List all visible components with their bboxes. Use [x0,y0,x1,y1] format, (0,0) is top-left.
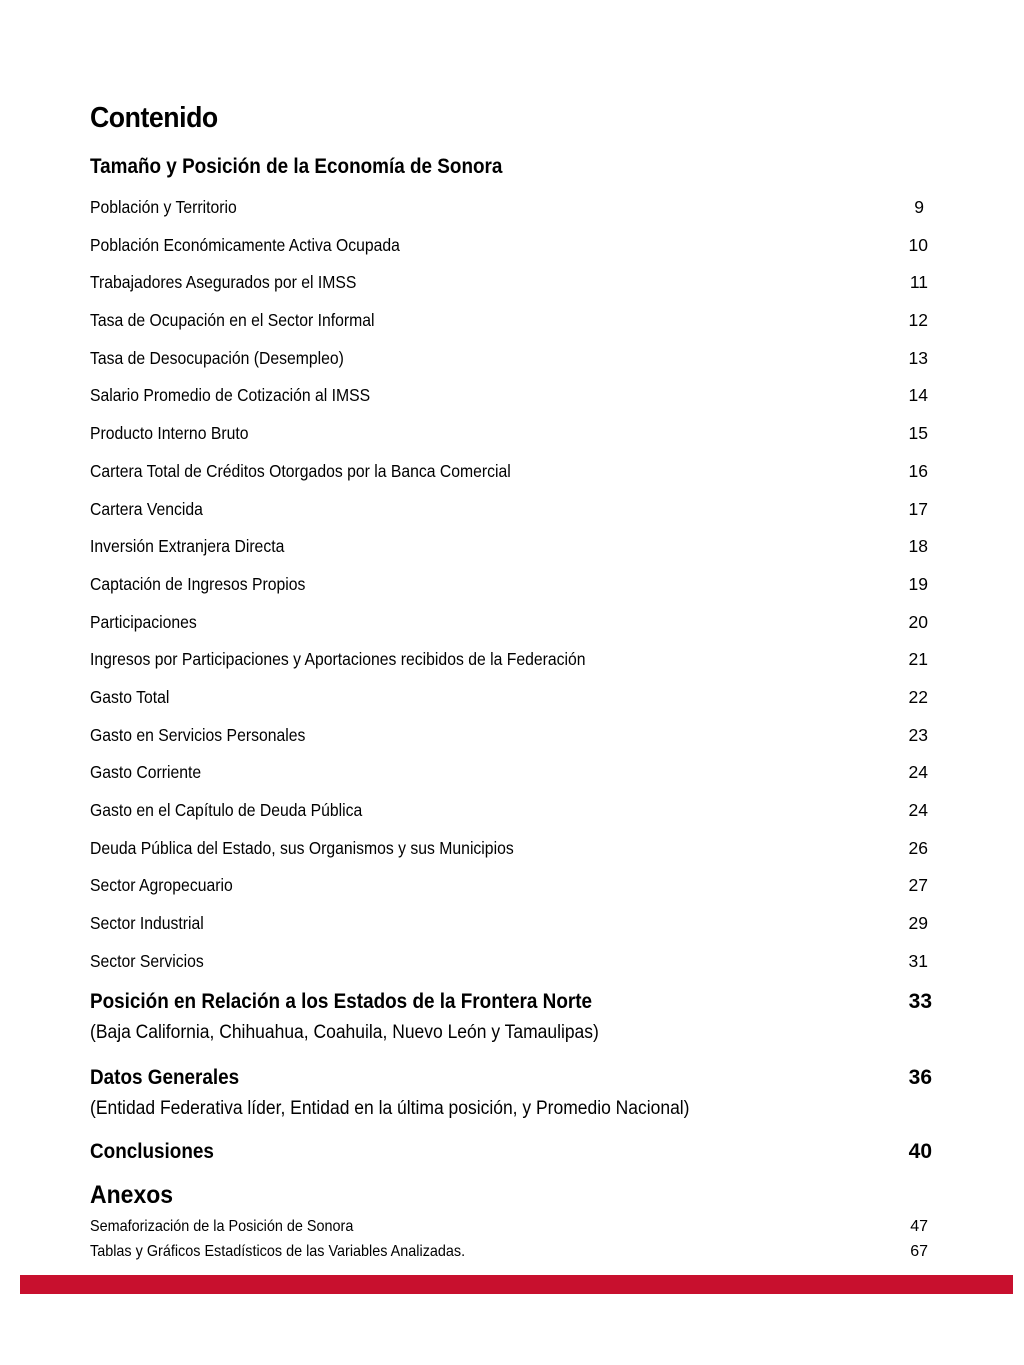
toc-entry[interactable] [90,415,930,453]
toc-entry[interactable] [90,264,930,302]
toc-entry-page: 14 [908,385,928,406]
toc-entry-page: 13 [908,347,928,368]
toc-entry-label: Gasto en Servicios Personales [90,724,306,745]
toc-entry-page: 19 [908,573,928,594]
toc-entry[interactable] [90,377,930,415]
toc-entry-page: 31 [908,950,928,971]
toc-entry-label: Gasto Total [90,686,170,707]
page-title: Contenido [90,102,218,134]
toc-entry[interactable] [90,754,930,792]
section-page-datos-generales: 36 [908,1066,932,1089]
toc-entry-page: 10 [908,234,928,255]
toc-entry-page: 22 [908,686,928,707]
toc-entry[interactable] [90,641,930,679]
annexes-heading: Anexos [90,1181,174,1209]
toc-entry[interactable] [90,491,930,529]
toc-entry-label: Inversión Extranjera Directa [90,536,285,557]
toc-entry-label: Ingresos por Participaciones y Aportaciones recibidos de la Federación [90,649,586,670]
toc-entry-label: Población Económicamente Activa Ocupada [90,234,400,255]
section-page-conclusiones: 40 [908,1140,932,1163]
toc-entry-page: 16 [908,460,928,481]
toc-entry[interactable] [90,302,930,340]
toc-entry-page: 24 [908,762,928,783]
toc-entry-page: 27 [908,875,928,896]
annex-entry-page: 47 [910,1218,928,1235]
section-subtitle-datos-generales: (Entidad Federativa líder, Entidad en la última posición, y Promedio Nacional) [90,1098,690,1119]
toc-entry-label: Producto Interno Bruto [90,423,249,444]
toc-entry-label: Tasa de Desocupación (Desempleo) [90,347,344,368]
toc-entry[interactable] [90,830,930,868]
toc-entry[interactable] [90,604,930,642]
toc-entry-label: Salario Promedio de Cotización al IMSS [90,385,371,406]
toc-entry[interactable] [90,792,930,830]
section-page-frontera-norte: 33 [908,990,932,1013]
toc-entry-label: Sector Agropecuario [90,875,233,896]
toc-entry-label: Tasa de Ocupación en el Sector Informal [90,310,375,331]
toc-entry-label: Deuda Pública del Estado, sus Organismos y sus Municipios [90,837,514,858]
toc-entry-label: Participaciones [90,611,197,632]
toc-entry-label: Cartera Total de Créditos Otorgados por la Banca Comercial [90,460,511,481]
annex-entry-label: Tablas y Gráficos Estadísticos de las Variables Analizadas. [90,1243,466,1260]
toc-entry[interactable] [90,943,930,981]
toc-entry-page: 21 [908,649,928,670]
annex-entry[interactable] [90,1218,928,1240]
toc-entry-label: Cartera Vencida [90,498,203,519]
toc-entry[interactable] [90,453,930,491]
toc-section-datos-generales[interactable] [90,1066,932,1120]
toc-entry[interactable] [90,867,930,905]
section-heading-datos-generales: Datos Generales [90,1066,240,1089]
toc-entry-page: 18 [908,536,928,557]
section-heading-economia: Tamaño y Posición de la Economía de Sonora [90,155,503,178]
toc-entry-label: Sector Servicios [90,950,204,971]
toc-entry-label: Sector Industrial [90,913,204,934]
footer-color-bar [20,1275,1013,1294]
section-subtitle-frontera-norte: (Baja California, Chihuahua, Coahuila, Nuevo León y Tamaulipas) [90,1022,599,1043]
annex-entry-page: 67 [910,1243,928,1260]
toc-entry-label: Trabajadores Asegurados por el IMSS [90,272,357,293]
toc-entry-page: 20 [908,611,928,632]
annex-entry[interactable] [90,1243,928,1265]
toc-entry[interactable] [90,528,930,566]
toc-entry[interactable] [90,566,930,604]
toc-entry[interactable] [90,340,930,378]
toc-entry-list [90,189,930,980]
toc-entry-page: 12 [908,310,928,331]
toc-entry-label: Gasto Corriente [90,762,202,783]
toc-entry-page: 17 [908,498,928,519]
toc-entry-page: 11 [909,272,928,293]
toc-entry[interactable] [90,717,930,755]
toc-entry-label: Gasto en el Capítulo de Deuda Pública [90,800,363,820]
toc-section-conclusiones[interactable] [90,1140,932,1168]
toc-entry-page: 24 [908,800,928,820]
section-heading-frontera-norte: Posición en Relación a los Estados de la Frontera Norte [90,990,593,1013]
toc-entry-label: Población y Territorio [90,197,237,217]
toc-entry-page: 26 [908,837,928,858]
toc-entry-page: 15 [908,423,928,444]
annex-entry-label: Semaforización de la Posición de Sonora [90,1218,354,1235]
toc-entry-page: 9 [914,197,924,217]
toc-entry[interactable] [90,189,930,227]
section-heading-conclusiones: Conclusiones [90,1140,214,1163]
toc-section-frontera-norte[interactable] [90,990,932,1044]
toc-entry-page: 29 [908,913,928,934]
toc-entry[interactable] [90,679,930,717]
toc-entry[interactable] [90,227,930,265]
toc-entry[interactable] [90,905,930,943]
toc-entry-page: 23 [908,724,928,745]
toc-entry-label: Captación de Ingresos Propios [90,573,306,594]
